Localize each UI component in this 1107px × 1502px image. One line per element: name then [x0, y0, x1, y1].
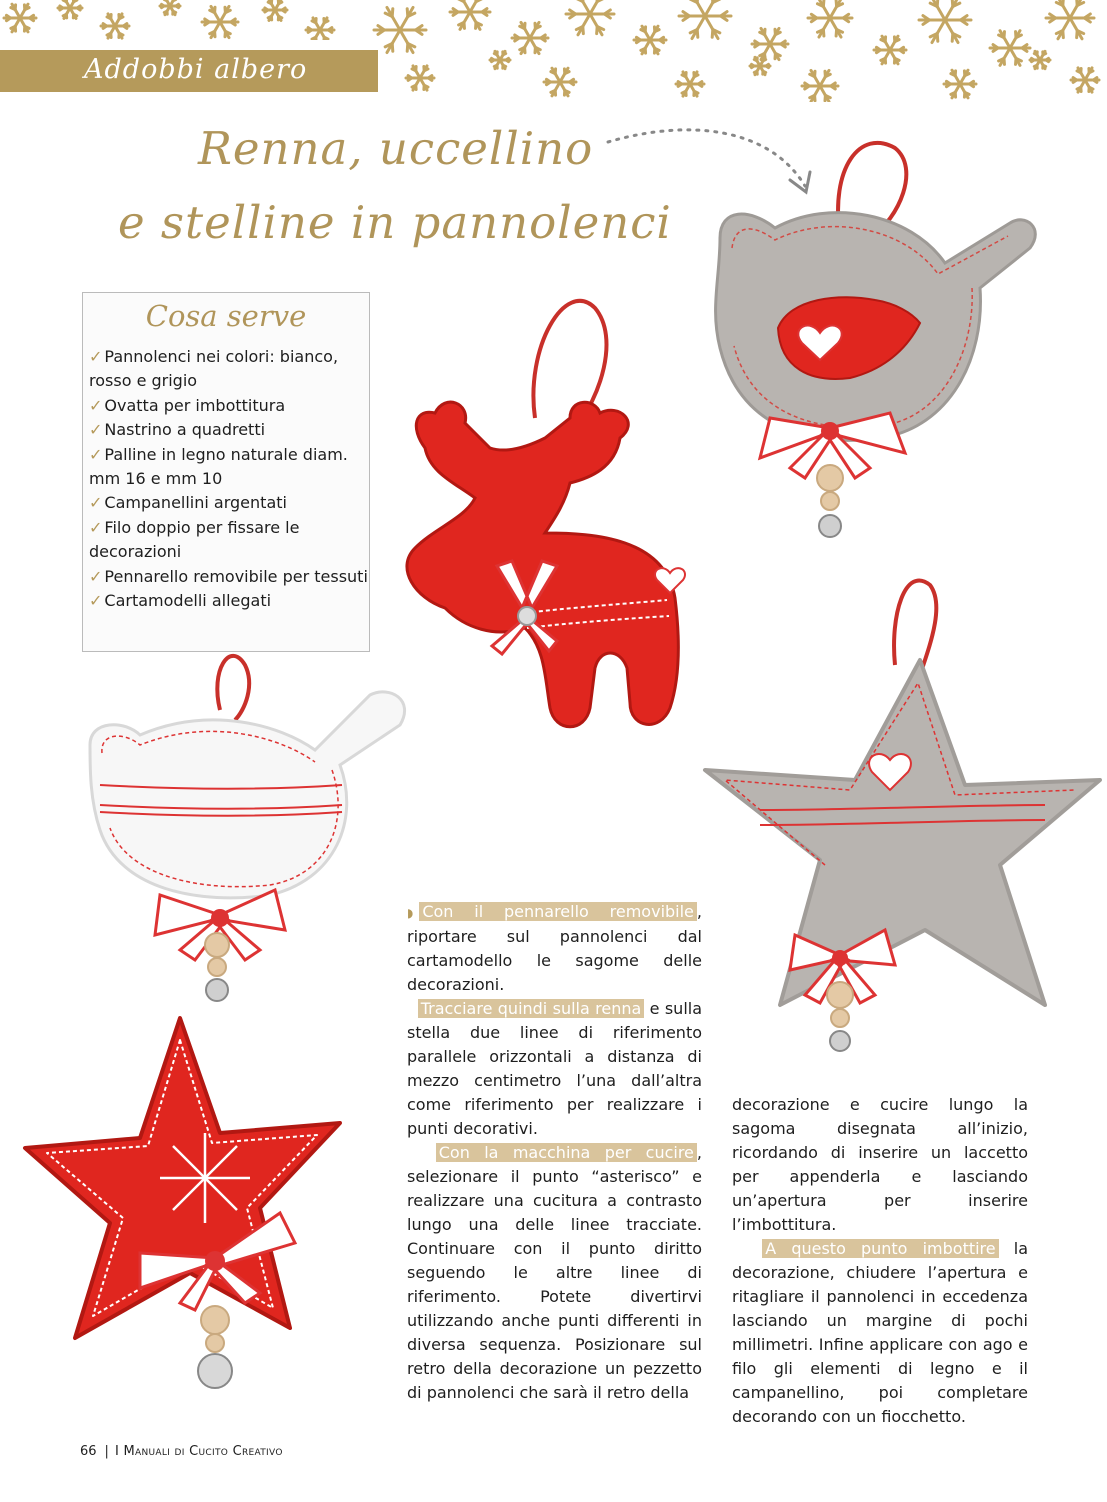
materials-item: ✓ Pennarello removibile per tessuti: [89, 566, 368, 586]
section-label-tab: [0, 50, 378, 92]
white-bird-ornament-image: [70, 650, 420, 1020]
page-footer: 66 | I Manuali di Cucito Creativo: [80, 1444, 283, 1459]
check-icon: ✓: [89, 395, 103, 415]
instruction-paragraph: A questo punto imbottire la decorazione, chiudere l’apertura e ritagliare il pannolenci in eccedenza lasciando un margine di pochi millimetri. Infine applicare con ago e filo gli elementi di legno e il campanellino, poi completare decorando con un fiocchetto.: [732, 1239, 1029, 1426]
materials-item: ✓ Campanellini argentati: [89, 493, 287, 513]
check-icon: ✓: [89, 591, 103, 611]
instruction-paragraph: ◗ Con il pennarello removibile , riportare sul pannolenci dal cartamodello le sagome delle decorazioni.: [407, 902, 702, 994]
instructions-column-1: [407, 900, 702, 1405]
check-icon: ✓: [89, 347, 103, 366]
red-reindeer-ornament-image: [395, 278, 695, 748]
bullet-triangle-icon: ◗: [407, 906, 414, 920]
page-title-line-1: Renna, uccellino: [198, 122, 594, 175]
check-icon: ✓: [89, 444, 103, 464]
materials-item: ✓ Pannolenci nei colori: bianco, rosso e grigio: [89, 347, 339, 391]
materials-heading: Cosa serve: [145, 299, 307, 333]
instruction-paragraph: Tracciare quindi sulla renna e sulla stella due linee di riferimento parallele orizzontali a distanza di mezzo centimetro l’una dall’altra come riferimento per realizzare i punti decorativi.: [407, 999, 703, 1138]
materials-item: ✓ Ovatta per imbottitura: [89, 395, 286, 415]
magazine-name: I Manuali di Cucito Creativo: [114, 1444, 283, 1459]
instructions-column-2: [732, 1093, 1028, 1429]
instruction-highlight: Tracciare quindi sulla renna: [418, 999, 645, 1018]
check-icon: ✓: [89, 493, 103, 513]
materials-list: [89, 345, 369, 613]
instruction-highlight: Con la macchina per cucire: [436, 1143, 697, 1162]
instruction-highlight: Con il pennarello removibile: [419, 902, 697, 921]
instruction-paragraph: decorazione e cucire lungo la sagoma disegnata all’inizio, ricordando di inserire un laccetto per appenderla e lasciando un’apertura per inserire l’imbottitura.: [732, 1095, 1028, 1234]
materials-box: [82, 292, 370, 652]
page-title-line-2: e stelline in pannolenci: [118, 196, 672, 249]
page-number: 66: [80, 1444, 97, 1459]
materials-item: ✓ Nastrino a quadretti: [89, 420, 266, 440]
grey-star-ornament-image: [700, 565, 1105, 1085]
instruction-paragraph: Con la macchina per cucire , selezionare il punto “asterisco” e realizzare una cucitura a contrasto lungo una delle linee tracciate. Continuare con il punto diritto seguendo le altre linee di riferimento. Potete divertirvi utilizzando anche punti differenti in diversa sequenza. Posizionare sul retro della decorazione un pezzetto di pannolenci che sarà il retro della: [407, 1143, 702, 1402]
check-icon: ✓: [89, 420, 103, 440]
instruction-highlight: A questo punto imbottire: [762, 1239, 998, 1258]
materials-item: ✓ Cartamodelli allegati: [89, 591, 272, 611]
materials-item: ✓ Palline in legno naturale diam. mm 16 e mm 10: [89, 444, 348, 489]
check-icon: ✓: [89, 566, 103, 586]
grey-bird-ornament-image: [680, 128, 1100, 568]
check-icon: ✓: [89, 517, 103, 537]
materials-item: ✓ Filo doppio per fissare le decorazioni: [89, 517, 300, 562]
red-star-ornament-image: [15, 1008, 385, 1408]
section-label: Addobbi albero: [84, 54, 308, 85]
